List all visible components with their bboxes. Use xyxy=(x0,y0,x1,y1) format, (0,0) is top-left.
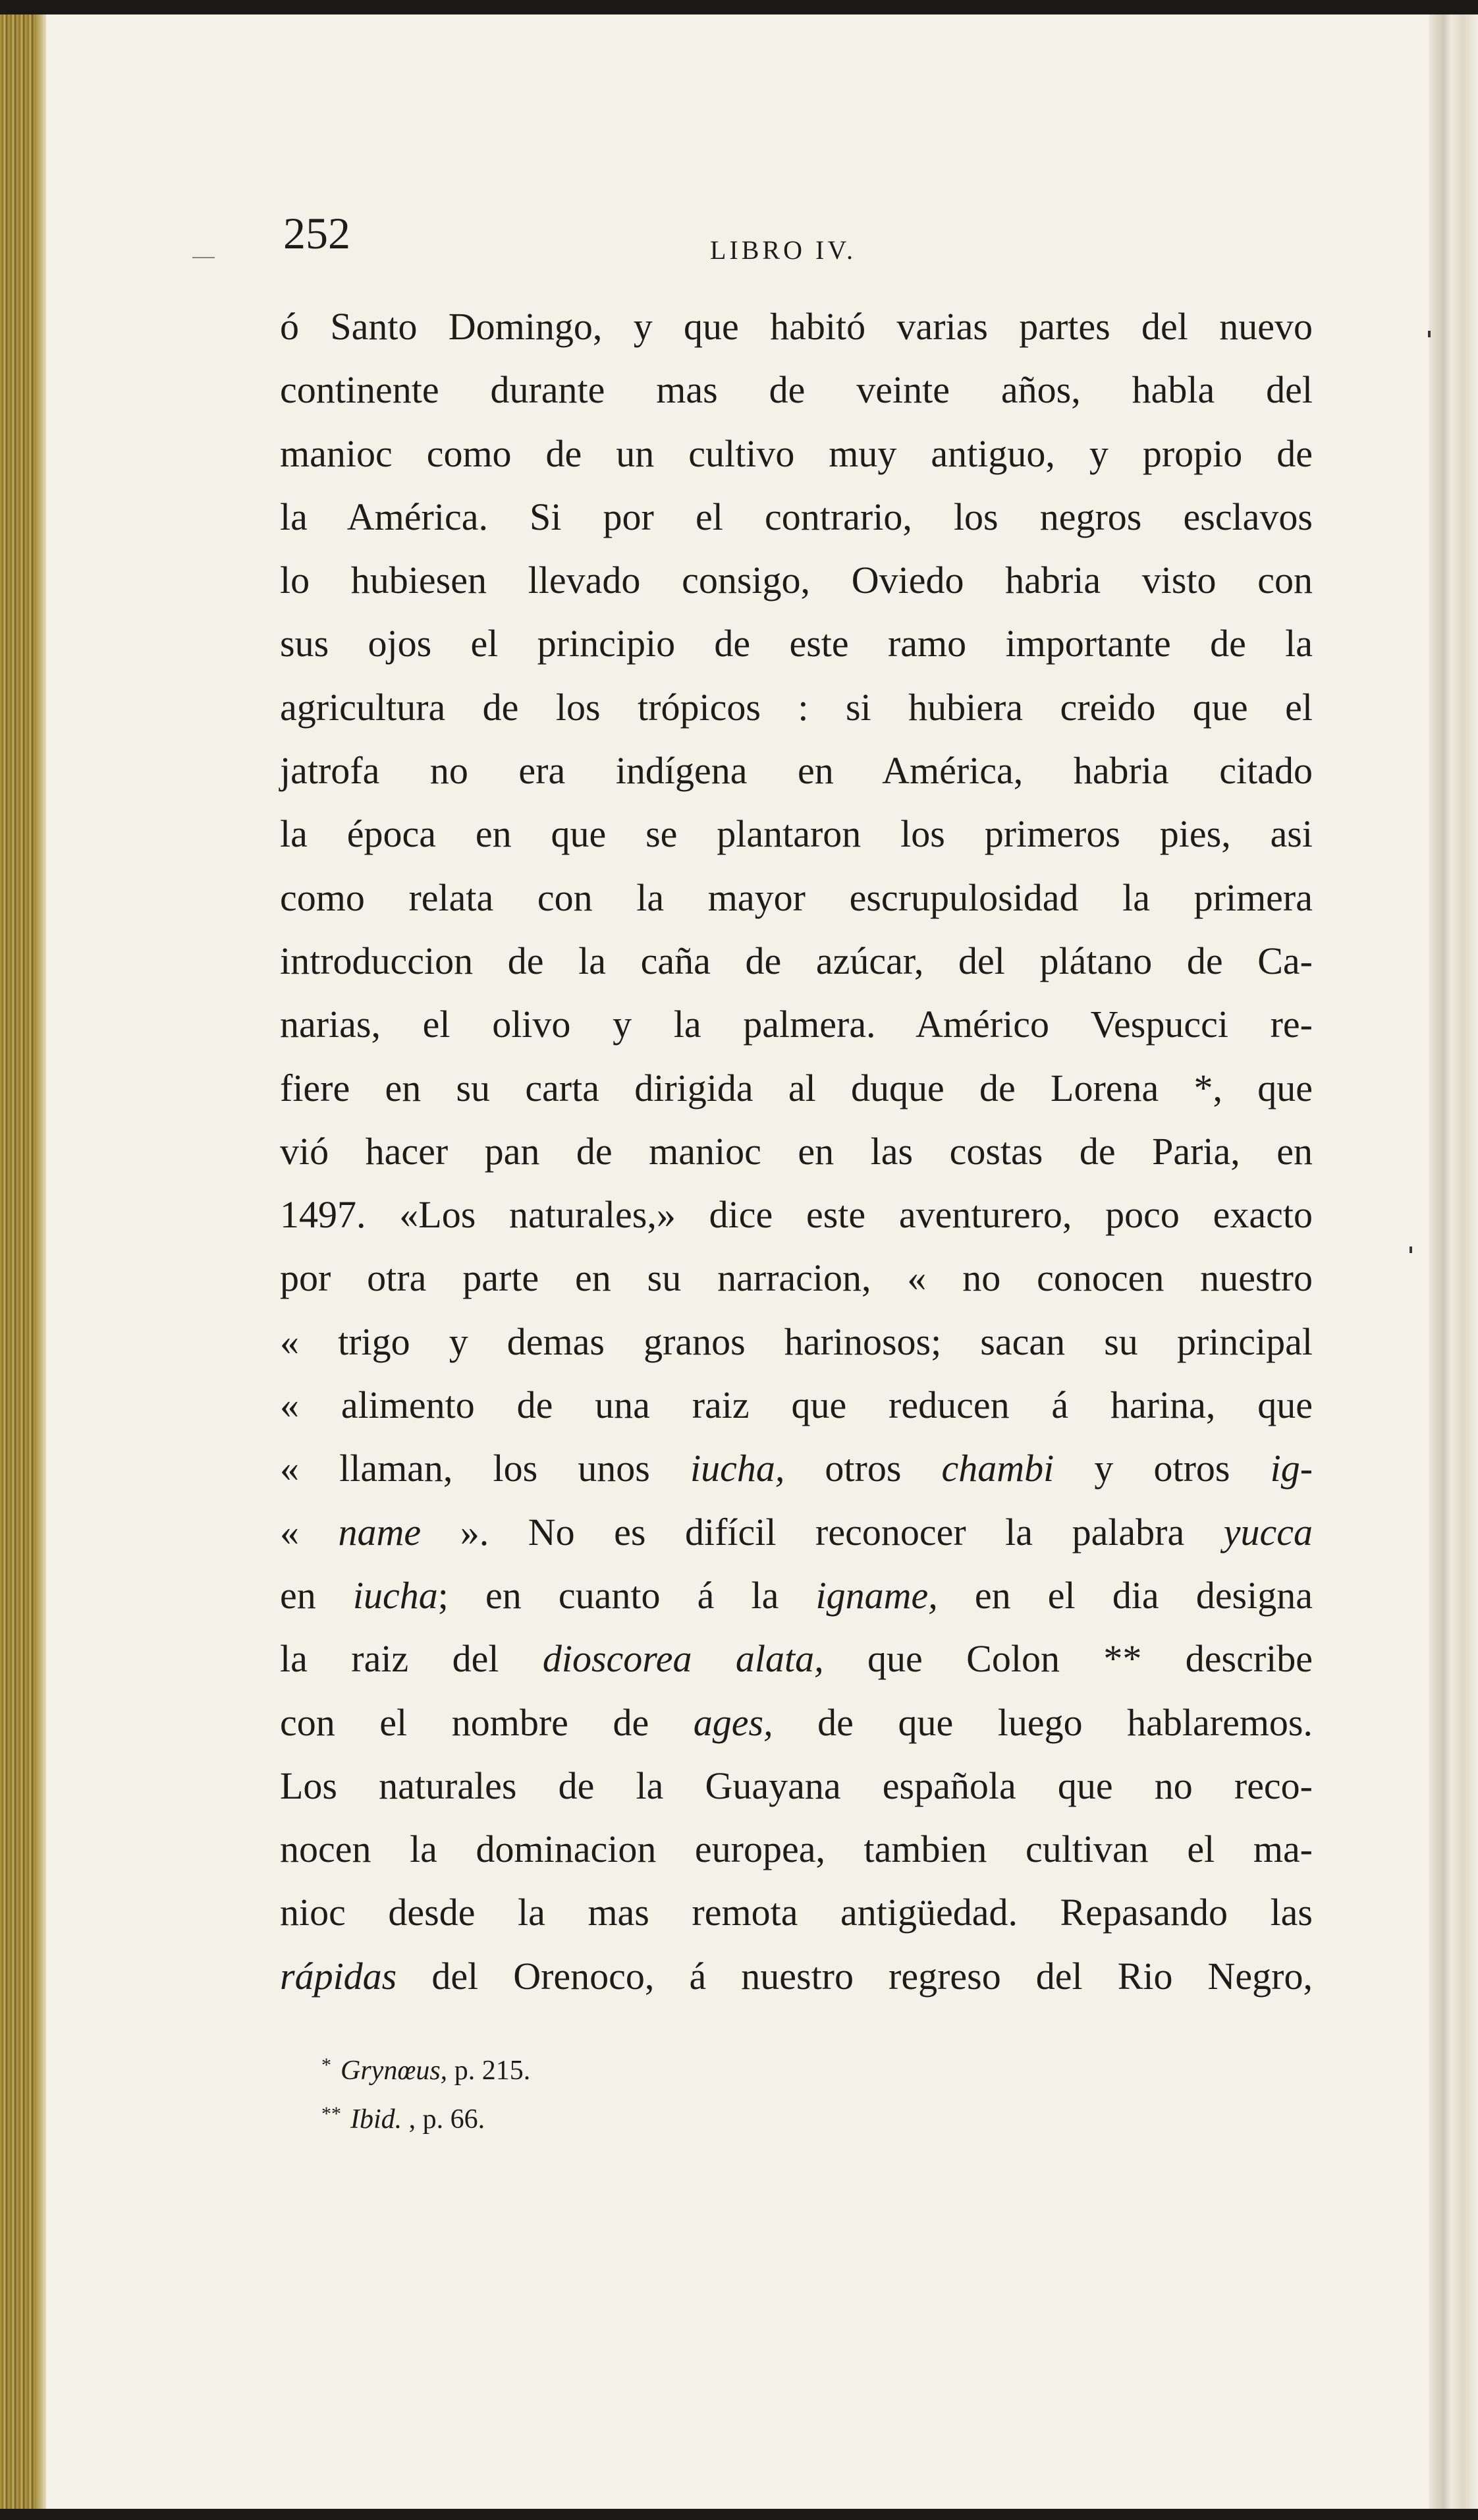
italic-text: iucha, xyxy=(690,1447,785,1490)
text-line xyxy=(280,1945,1313,2008)
text-line xyxy=(280,1183,1313,1246)
footnote-text: p. 215. xyxy=(447,2056,531,2086)
margin-speck xyxy=(1410,1246,1412,1253)
text-line xyxy=(280,1437,1313,1500)
italic-text: ig- xyxy=(1270,1447,1313,1490)
text-run: nocen la dominacion europea, tambien cultivan el ma- xyxy=(280,1828,1313,1871)
text-run: como relata con la mayor escrupulosidad la primera xyxy=(280,876,1313,919)
text-line xyxy=(280,1691,1313,1754)
text-run: de que luego hablaremos. xyxy=(773,1700,1313,1744)
text-run: otros xyxy=(784,1447,942,1490)
text-run: agricultura de los trópicos : si hubiera creido que el xyxy=(280,685,1313,729)
text-line xyxy=(280,549,1313,612)
italic-text: rápidas xyxy=(280,1954,397,1998)
italic-text: dioscorea alata, xyxy=(542,1637,824,1681)
text-run: la época en que se plantaron los primeros pies, asi xyxy=(280,812,1313,856)
text-line xyxy=(280,1120,1313,1183)
text-line xyxy=(280,930,1313,993)
page-number: 252 xyxy=(283,208,350,258)
text-run: introduccion de la caña de azúcar, del plátano de Ca- xyxy=(280,939,1313,982)
text-line xyxy=(280,1057,1313,1120)
text-run: en xyxy=(280,1573,353,1617)
text-run: « llaman, los unos xyxy=(280,1447,690,1490)
text-run: « xyxy=(280,1510,339,1554)
text-run: fiere en su carta dirigida al duque de Lorena *, que xyxy=(280,1066,1313,1109)
italic-text: igname, xyxy=(815,1573,938,1617)
text-line xyxy=(280,1501,1313,1564)
text-run: jatrofa no era indígena en América, habria citado xyxy=(280,749,1313,793)
text-line xyxy=(280,1627,1313,1691)
text-run: la raiz del xyxy=(280,1637,543,1681)
margin-mark xyxy=(192,257,215,258)
text-line xyxy=(280,802,1313,866)
page-bottom-edge xyxy=(0,2509,1478,2520)
text-run: narias, el olivo y la palmera. Américo Vespucci re- xyxy=(280,1003,1313,1046)
text-line xyxy=(280,612,1313,675)
text-run: por otra parte en su narracion, « no conocen nuestro xyxy=(280,1256,1313,1300)
text-run: manioc como de un cultivo muy antiguo, y propio de xyxy=(280,432,1313,475)
text-run: ó Santo Domingo, y que habitó varias partes del nuevo xyxy=(280,305,1313,348)
text-run: con el nombre de xyxy=(280,1700,694,1744)
text-line xyxy=(280,1246,1313,1310)
text-run: Los naturales de la Guayana española que no reco- xyxy=(280,1764,1313,1807)
text-run: 1497. «Los naturales,» dice este aventurero, poco exacto xyxy=(280,1193,1313,1237)
italic-text: iucha xyxy=(352,1573,438,1617)
text-line xyxy=(280,1754,1313,1818)
footnote-mark: * xyxy=(321,2054,331,2076)
italic-text: name xyxy=(338,1510,422,1554)
page-top-edge xyxy=(0,0,1478,14)
text-run: en el dia designa xyxy=(937,1573,1313,1617)
footnote-mark: ** xyxy=(321,2103,341,2125)
page-stack-right-edge xyxy=(1429,14,1478,2509)
text-run: la América. Si por el contrario, los negros esclavos xyxy=(280,495,1313,538)
text-run: del Orenoco, á nuestro regreso del Rio Negro, xyxy=(397,1954,1313,1998)
text-line xyxy=(280,1374,1313,1437)
text-line xyxy=(280,1564,1313,1627)
italic-text: ages, xyxy=(693,1700,773,1744)
gilt-page-edge xyxy=(0,14,36,2509)
text-run: ; en cuanto á la xyxy=(437,1573,816,1617)
text-run: lo hubiesen llevado consigo, Oviedo habria visto con xyxy=(280,559,1313,602)
text-line xyxy=(280,1310,1313,1374)
text-line xyxy=(280,866,1313,930)
text-run: « alimento de una raiz que reducen á harina, que xyxy=(280,1384,1313,1427)
text-line xyxy=(280,1818,1313,1881)
gilt-page-edge-inner xyxy=(36,14,46,2509)
text-run: ». No es difícil reconocer la palabra xyxy=(421,1510,1224,1554)
text-run: nioc desde la mas remota antigüedad. Repasando las xyxy=(280,1891,1313,1934)
footnote xyxy=(321,2090,530,2139)
footnotes xyxy=(321,2041,530,2139)
text-run: sus ojos el principio de este ramo importante de la xyxy=(280,622,1313,665)
margin-speck xyxy=(1428,331,1431,337)
text-run: y otros xyxy=(1054,1447,1271,1490)
footnote-text: , p. 66. xyxy=(402,2104,485,2135)
text-run: continente durante mas de veinte años, habla del xyxy=(280,368,1313,412)
footnote-citation: Grynœus, xyxy=(341,2056,448,2086)
footnote xyxy=(321,2041,530,2090)
text-line xyxy=(280,676,1313,739)
footnote-citation: Ibid. xyxy=(350,2104,402,2135)
text-line xyxy=(280,486,1313,549)
text-line xyxy=(280,422,1313,486)
text-run: vió hacer pan de manioc en las costas de Paria, en xyxy=(280,1129,1313,1173)
body-text xyxy=(280,295,1313,2008)
running-head: LIBRO IV. xyxy=(710,235,857,265)
italic-text: chambi xyxy=(941,1447,1054,1490)
text-line xyxy=(280,739,1313,802)
text-line xyxy=(280,295,1313,358)
text-line xyxy=(280,1881,1313,1944)
text-line xyxy=(280,358,1313,422)
text-run: que Colon ** describe xyxy=(823,1637,1313,1681)
text-run: « trigo y demas granos harinosos; sacan su principal xyxy=(280,1320,1313,1363)
italic-text: yucca xyxy=(1223,1510,1313,1554)
text-line xyxy=(280,993,1313,1056)
